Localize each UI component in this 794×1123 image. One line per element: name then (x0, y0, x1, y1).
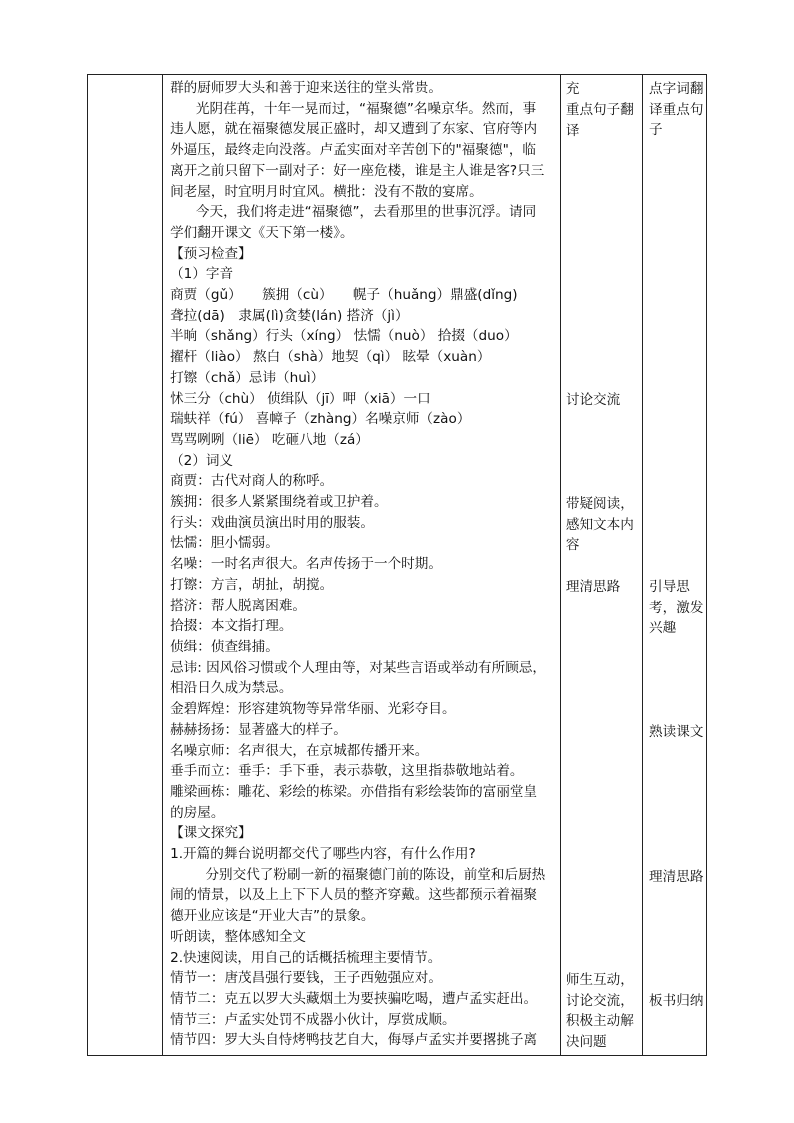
activity-note: 重点句子翻译 (565, 102, 634, 139)
answer-line: 德开业应该是“开业大吉”的景象。 (170, 908, 375, 925)
definition-line: 金碧辉煌：形容建筑物等异常华丽、光彩夺目。 (170, 701, 456, 718)
definition-line: 拾掇：本文指打理。 (170, 618, 293, 635)
text-line: 听朗读，整体感知全文 (170, 928, 307, 945)
text-line: 今天，我们将走进“福聚德”，去看那里的世事沉浮。请同 (195, 204, 537, 221)
activity-note: 讨论交流 (565, 392, 621, 408)
intent-note: 引导思考，激发兴趣 (649, 579, 704, 637)
pronunciation-line: 怵三分（chù） 侦缉队（jī）呷（xiā）一口 (170, 390, 431, 407)
subsection-heading: （2）词义 (170, 452, 234, 469)
definition-line: 搭济：帮人脱离困难。 (170, 597, 307, 614)
text-line: 群的厨师罗大头和善于迎来送往的堂头常贵。 (170, 80, 442, 96)
activity-note: 充 (565, 81, 580, 97)
blank-cell (88, 75, 163, 1056)
definition-line: 垂手而立：垂手：手下垂，表示恭敬，这里指恭敬地站着。 (170, 763, 524, 780)
definition-line: 名噪：一时名声很大。名声传扬于一个时期。 (170, 556, 442, 573)
definition-line: 忌讳: 因风俗习惯或个人理由等，对某些言语或举动有所顾忌， (170, 659, 547, 676)
pronunciation-line: 商贾（gǔ） 簇拥（cù） 幌子（huǎng）鼎盛(dǐng) (170, 287, 518, 304)
intent-note: 理清思路 (649, 869, 704, 885)
subsection-heading: （1）字音 (170, 266, 234, 283)
plot-line: 情节三：卢孟实处罚不成器小伙计，厚赏成顺。 (170, 1011, 456, 1028)
intent-note: 熟读课文 (649, 724, 704, 740)
pronunciation-line: 打镲（chǎ）忌讳（huì） (170, 369, 325, 386)
pronunciation-line: 骂骂咧咧（liē） 吃砸八地（zá） (170, 431, 369, 448)
design-intent-cell (643, 75, 707, 1056)
definition-line: 名噪京师：名声很大，在京城都传播开来。 (170, 742, 429, 759)
plot-line: 情节一：唐茂昌强行要钱，王子西勉强应对。 (170, 970, 442, 987)
definition-line: 相沿日久成为禁忌。 (170, 680, 293, 697)
definition-line: 行头：戏曲演员演出时用的服装。 (170, 514, 374, 531)
question-line: 1.开篇的舞台说明都交代了哪些内容，有什么作用? (170, 846, 476, 863)
answer-line: 分别交代了粉刷一新的福聚德门前的陈设，前堂和后厨热 (205, 866, 546, 883)
student-activity-cell (560, 75, 642, 1056)
answer-line: 闹的情景，以及上上下下人员的整齐穿戴。这些都预示着福聚 (170, 887, 538, 904)
content-cell (163, 75, 561, 1056)
text-line: 离开之前只留下一副对子：好一座危楼，谁是主人谁是客?只三 (170, 162, 545, 179)
pronunciation-line: 半晌（shǎng）行头（xíng） 怯懦（nuò） 拾掇（duo） (170, 328, 518, 345)
table-row (88, 75, 707, 1056)
text-line: 外逼压，最终走向没落。卢孟实面对辛苦创下的"福聚德"，临 (170, 142, 537, 159)
definition-line: 怯懦：胆小懦弱。 (170, 535, 279, 552)
section-heading: 【预习检查】 (170, 245, 252, 262)
definition-line: 赫赫扬扬：显著盛大的样子。 (170, 721, 347, 738)
definition-line: 打镲：方言，胡扯，胡搅。 (170, 576, 334, 593)
lesson-content (163, 75, 560, 1051)
text-line: 学们翻开课文《天下第一楼》。 (170, 224, 354, 241)
plot-line: 情节二：克五以罗大头藏烟土为要挟骗吃喝，遭卢孟实赶出。 (170, 990, 538, 1007)
pronunciation-line: 瑞蚨祥（fú） 喜幛子（zhàng）名噪京师（zào） (170, 411, 471, 428)
intent-note: 板书归纳 (649, 993, 704, 1009)
lesson-plan-table (87, 74, 707, 1056)
activity-note: 理清思路 (565, 579, 621, 595)
definition-line: 簇拥：很多人紧紧围绕着或卫护着。 (170, 494, 388, 511)
text-line: 违人愿，就在福聚德发展正盛时，却又遭到了东家、官府等内 (170, 121, 538, 138)
activity-note: 带疑阅读，感知文本内容 (565, 496, 634, 554)
question-line: 2.快速阅读，用自己的话概括梳理主要情节。 (170, 949, 442, 966)
definition-line: 的房屋。 (170, 804, 225, 821)
definition-line: 侦缉：侦查缉捕。 (170, 638, 279, 655)
section-heading: 【课文探究】 (170, 825, 252, 842)
activity-note: 师生互动，讨论交流，积极主动解决问题 (565, 972, 634, 1051)
text-line: 间老屋，时宜明月时宜风。横批：没有不散的宴席。 (170, 183, 483, 200)
pronunciation-line: 擢杆（liào） 熬白（shà）地契（qì） 眩晕（xuàn） (170, 349, 491, 366)
definition-line: 商贾：古代对商人的称呼。 (170, 473, 334, 490)
definition-line: 雕梁画栋：雕花、彩绘的栋梁。亦借指有彩绘装饰的富丽堂皇 (170, 783, 538, 800)
text-line: 光阴荏苒，十年一晃而过，“福聚德”名噪京华。然而，事 (195, 100, 537, 117)
plot-line: 情节四：罗大头自恃烤鸭技艺自大，侮辱卢孟实并要撂挑子离 (170, 1032, 538, 1049)
intent-note: 点字词翻译重点句子 (649, 81, 704, 139)
pronunciation-line: 聋拉(dā) 隶属(lì)贪婪(lán) 搭济（jì） (170, 307, 409, 324)
